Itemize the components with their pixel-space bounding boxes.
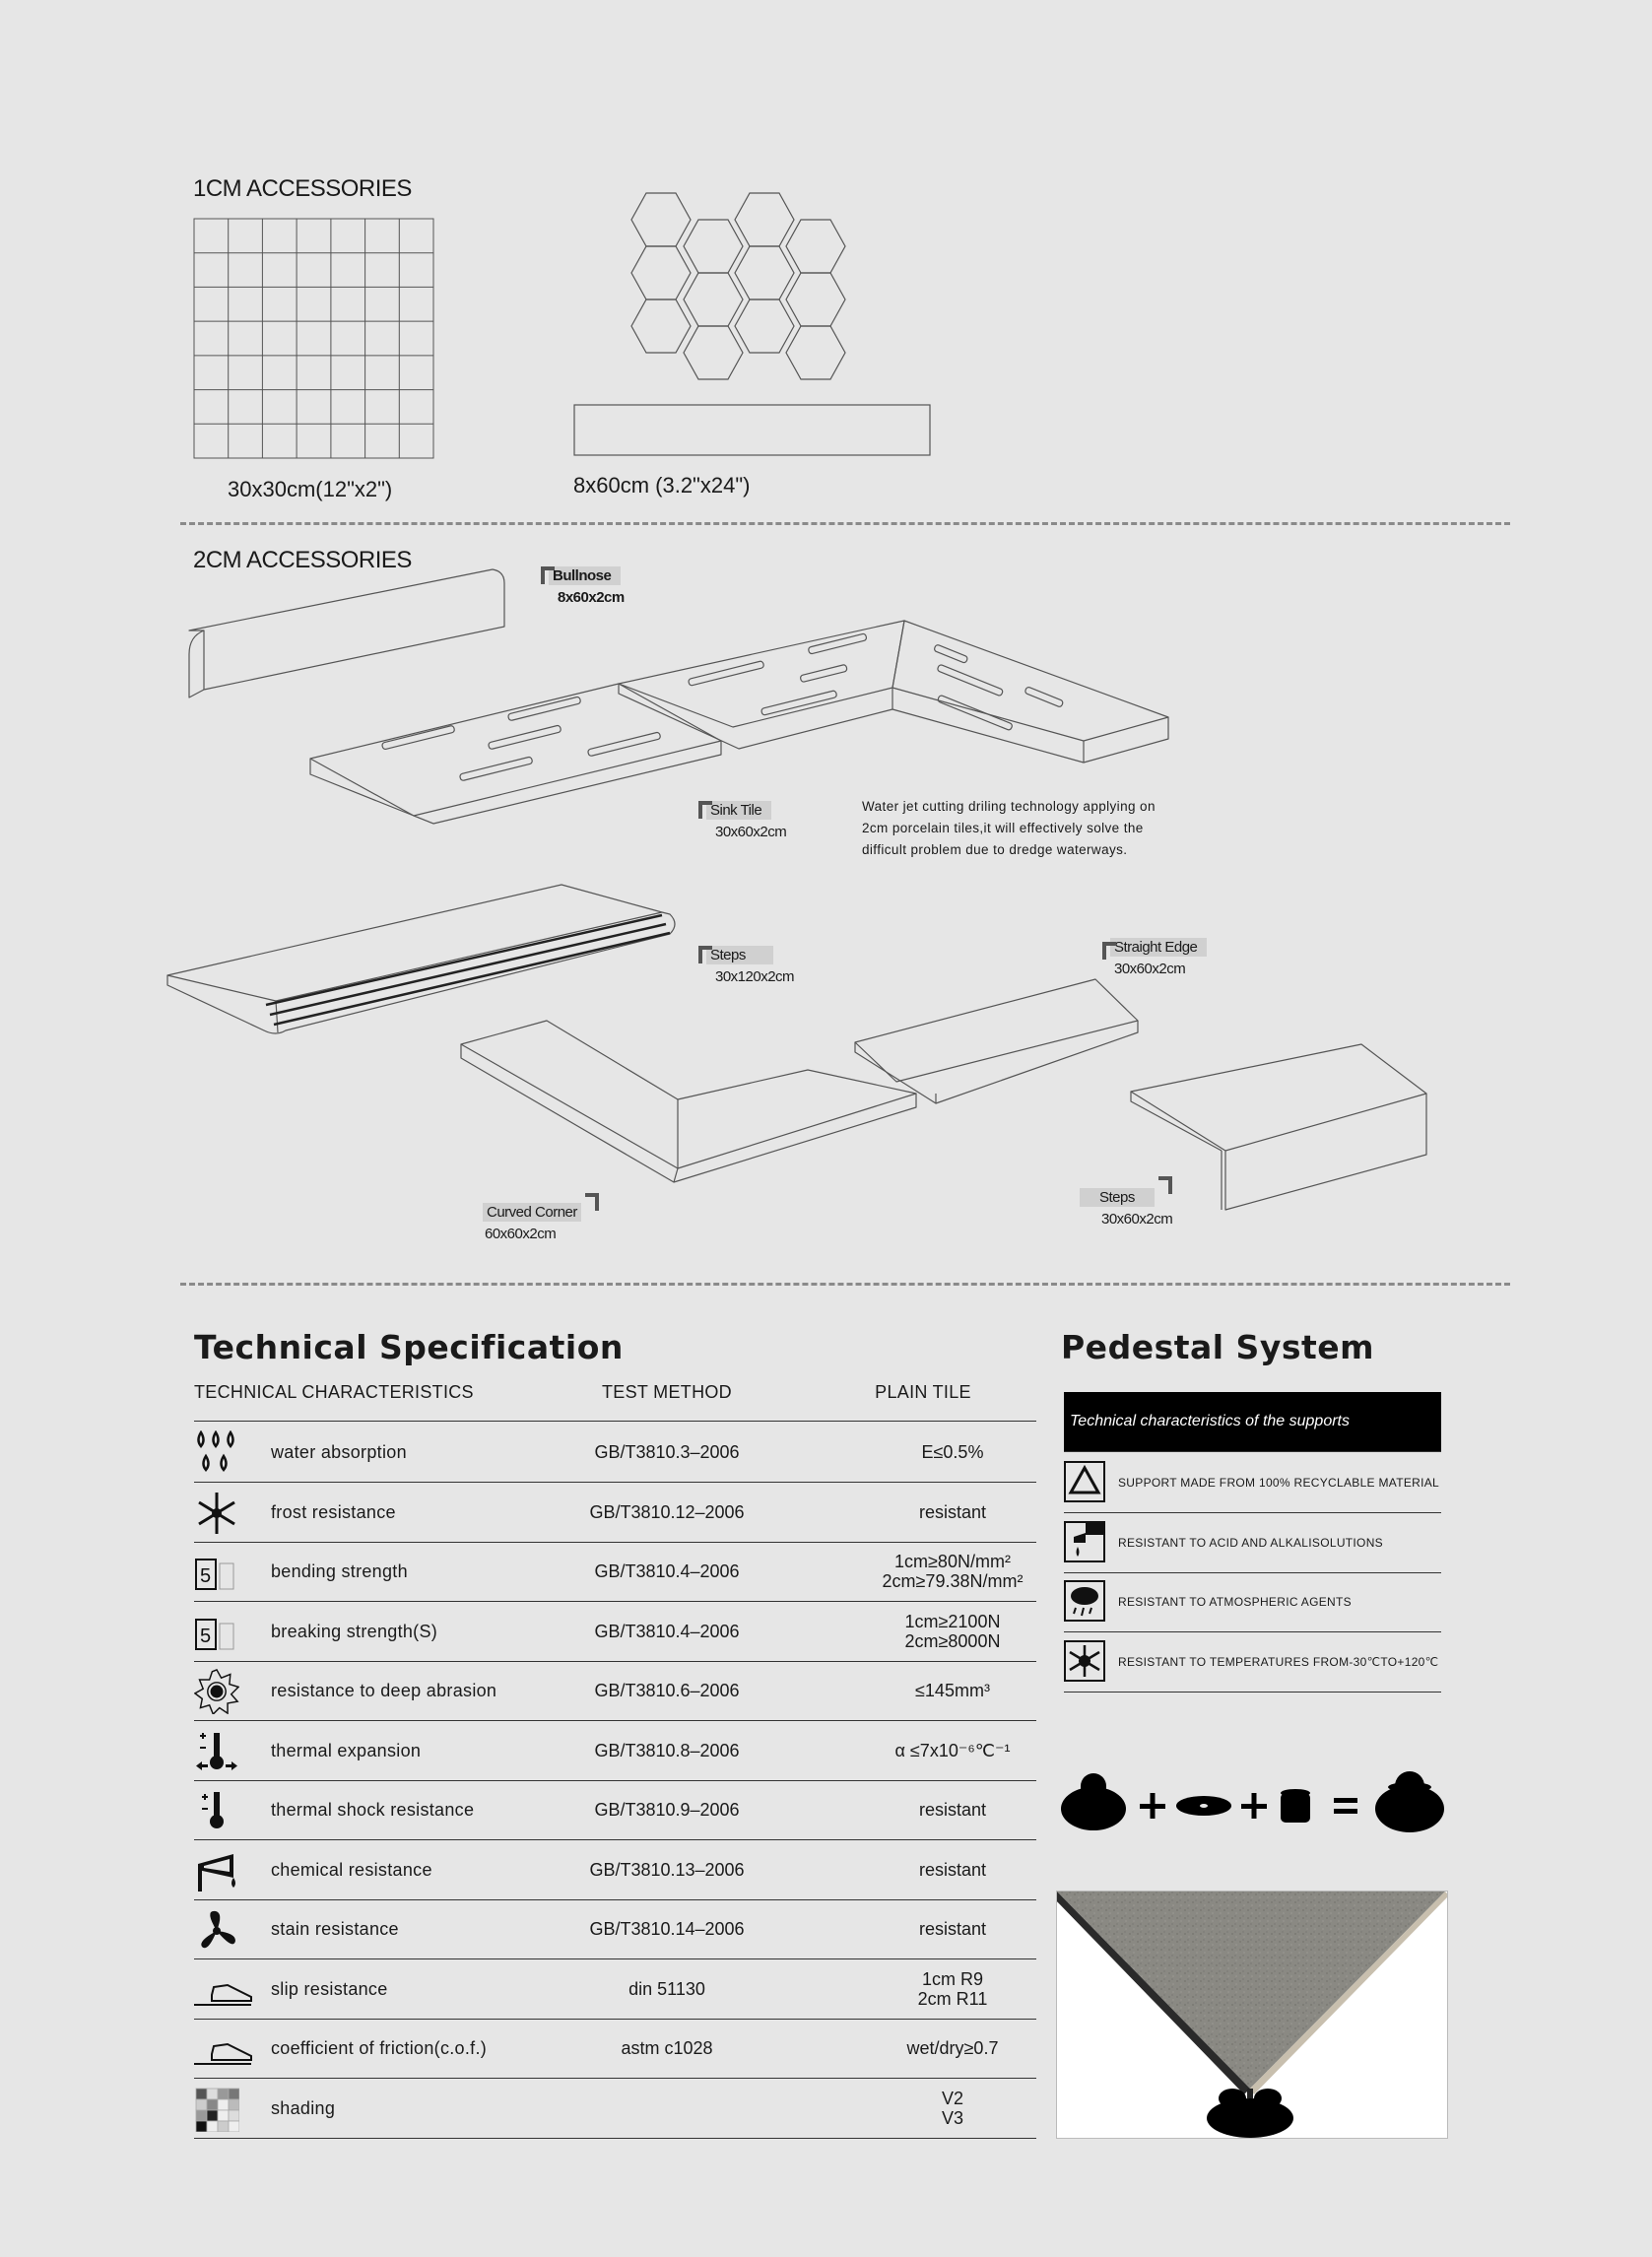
steps-long-label xyxy=(698,946,794,985)
svg-text:5: 5 xyxy=(200,1565,212,1587)
spec-plain-tile-value xyxy=(884,1840,1022,1899)
spec-value-line: ≤145mm³ xyxy=(915,1681,990,1700)
spec-test-method: GB/T3810.12–2006 xyxy=(589,1501,745,1522)
spec-plain-tile-value xyxy=(884,1899,1022,1958)
sink-tile-label xyxy=(698,801,786,840)
strip-tile-drawing xyxy=(573,404,932,458)
spec-plain-tile-value xyxy=(884,1661,1022,1720)
spec-value-line: 1cm≥2100N xyxy=(904,1611,1001,1631)
spec-row xyxy=(194,2079,1036,2139)
spec-value-line: 2cm≥79.38N/mm² xyxy=(882,1571,1024,1591)
spec-row xyxy=(194,1661,1036,1721)
spec-value-line: resistant xyxy=(918,1800,987,1820)
acid-icon xyxy=(1064,1521,1105,1567)
spec-value-line: V3 xyxy=(941,2107,964,2128)
steps-long-name: Steps xyxy=(706,946,773,964)
spec-value-line: 1cm R9 xyxy=(921,1968,983,1989)
spec-row xyxy=(194,1721,1036,1781)
curved-corner-name: Curved Corner xyxy=(483,1203,581,1222)
section-title-1cm: 1CM ACCESSORIES xyxy=(193,175,412,202)
pedestal-photo xyxy=(1056,1891,1448,2139)
header-plain-tile: PLAIN TILE xyxy=(875,1382,971,1402)
equals-icon xyxy=(1334,1798,1357,1814)
pedestal-title: Pedestal System xyxy=(1061,1328,1375,1366)
spec-value-line: V2 xyxy=(941,2088,964,2108)
weather-icon xyxy=(1064,1580,1105,1626)
spec-test-method: GB/T3810.9–2006 xyxy=(594,1800,740,1820)
spec-name: water absorption xyxy=(271,1442,407,1462)
strip-size-label: 8x60cm (3.2"x24") xyxy=(573,473,751,498)
curved-corner-label xyxy=(483,1197,599,1242)
chemical-icon xyxy=(194,1848,239,1893)
svg-text:5: 5 xyxy=(200,1625,212,1647)
tech-spec-title: Technical Specification xyxy=(194,1328,624,1366)
spec-row xyxy=(194,1780,1036,1840)
pedestal-feature-text: RESISTANT TO ACID AND ALKALISOLUTIONS xyxy=(1118,1535,1383,1550)
sink-tile-name: Sink Tile xyxy=(706,801,771,820)
spec-row xyxy=(194,1542,1036,1602)
spec-row xyxy=(194,2019,1036,2079)
spec-test-method: GB/T3810.8–2006 xyxy=(594,1740,740,1760)
steps-short-label xyxy=(1080,1182,1172,1228)
spec-name: bending strength xyxy=(271,1561,408,1581)
bullnose-size: 8x60x2cm xyxy=(558,589,625,606)
sink-note-line-3: difficult problem due to dredge waterways. xyxy=(862,842,1128,857)
spec-row xyxy=(194,1423,1036,1483)
spec-name: resistance to deep abrasion xyxy=(271,1681,497,1700)
header-characteristics: TECHNICAL CHARACTERISTICS xyxy=(194,1382,474,1402)
spec-row xyxy=(194,1899,1036,1959)
spec-value-line: 2cm≥8000N xyxy=(904,1630,1001,1651)
accessories-2cm-drawing xyxy=(158,562,1438,1251)
spec-row xyxy=(194,1840,1036,1900)
straight-edge-label xyxy=(1102,938,1207,977)
spec-value-line: resistant xyxy=(918,1501,987,1522)
header-test-method: TEST METHOD xyxy=(602,1382,732,1402)
steps-short-name: Steps xyxy=(1080,1188,1155,1207)
spec-value-line: 2cm R11 xyxy=(917,1988,988,2009)
pedestal-base-icon xyxy=(1061,1773,1126,1830)
spec-name: shading xyxy=(271,2097,336,2118)
spec-plain-tile-value xyxy=(884,2079,1022,2138)
sink-note-line-2: 2cm porcelain tiles,it will effectively solve the xyxy=(862,821,1144,835)
corner-bracket-icon xyxy=(585,1193,599,1213)
spec-name: coefficient of friction(c.o.f.) xyxy=(271,2038,488,2058)
bullnose-label xyxy=(541,566,625,606)
spec-name: breaking strength(S) xyxy=(271,1621,438,1641)
shading-grid-icon xyxy=(194,2087,239,2132)
sink-tile-size: 30x60x2cm xyxy=(715,824,787,840)
spec-test-method: GB/T3810.6–2006 xyxy=(594,1681,740,1700)
shoe-friction-icon xyxy=(194,2026,239,2072)
spec-name: stain resistance xyxy=(271,1919,399,1939)
spec-plain-tile-value xyxy=(884,1542,1022,1601)
section-title-2cm: 2CM ACCESSORIES xyxy=(193,547,412,573)
temperature-icon xyxy=(1064,1640,1105,1687)
spec-value-line: E≤0.5% xyxy=(921,1442,984,1462)
corner-bracket-icon xyxy=(698,801,712,821)
spec-test-method: GB/T3810.4–2006 xyxy=(594,1621,740,1641)
disc-icon xyxy=(1176,1796,1231,1816)
spec-test-method: GB/T3810.14–2006 xyxy=(589,1919,745,1939)
pedestal-feature-text: RESISTANT TO ATMOSPHERIC AGENTS xyxy=(1118,1595,1352,1609)
spec-name: frost resistance xyxy=(271,1501,396,1522)
pedestal-feature-text: RESISTANT TO TEMPERATURES FROM-30℃TO+120℃ xyxy=(1118,1654,1439,1669)
table-top-rule xyxy=(194,1421,1036,1422)
spec-plain-tile-value xyxy=(884,1483,1022,1542)
pedestal-photo-drawing xyxy=(1057,1892,1448,2139)
bullnose-name: Bullnose xyxy=(549,566,621,585)
straight-edge-size: 30x60x2cm xyxy=(1114,961,1186,977)
spec-name: chemical resistance xyxy=(271,1859,432,1880)
spec-test-method: astm c1028 xyxy=(621,2038,713,2058)
section-divider-2 xyxy=(180,1283,1510,1286)
cylinder-icon xyxy=(1281,1789,1310,1823)
pedestal-feature-row xyxy=(1064,1572,1441,1632)
spec-value-line: wet/dry≥0.7 xyxy=(906,2038,999,2058)
mosaic-size-label: 30x30cm(12"x2") xyxy=(228,477,393,501)
corner-bracket-icon xyxy=(541,566,555,586)
sink-note-line-1: Water jet cutting driling technology applying on xyxy=(862,799,1156,814)
spec-value-line: resistant xyxy=(918,1859,987,1880)
pedestal-feature-row xyxy=(1064,1453,1441,1513)
spec-value-line: 1cm≥80N/mm² xyxy=(894,1552,1011,1571)
pedestal-feature-row xyxy=(1064,1632,1441,1693)
spec-value-line: resistant xyxy=(918,1919,987,1939)
shoe-slip-icon xyxy=(194,1967,239,2013)
spec-test-method: din 51130 xyxy=(628,1978,705,1999)
breaking-weight-icon xyxy=(194,1610,239,1655)
pedestal-banner xyxy=(1064,1392,1441,1451)
pedestal-banner-text: Technical characteristics of the supports xyxy=(1070,1413,1350,1429)
spec-test-method: GB/T3810.3–2006 xyxy=(594,1442,740,1462)
spec-plain-tile-value xyxy=(884,1721,1022,1780)
recycle-icon xyxy=(1064,1461,1105,1507)
plus-icon-1 xyxy=(1140,1793,1165,1819)
plus-icon-2 xyxy=(1241,1793,1267,1819)
spec-plain-tile-value xyxy=(884,1780,1022,1839)
spec-test-method: GB/T3810.13–2006 xyxy=(589,1859,745,1880)
section-divider-1 xyxy=(180,522,1510,525)
spec-row xyxy=(194,1483,1036,1543)
curved-corner-size: 60x60x2cm xyxy=(485,1226,557,1242)
corner-bracket-icon xyxy=(1158,1176,1172,1196)
spec-test-method xyxy=(568,2079,765,2138)
spec-plain-tile-value xyxy=(884,2019,1022,2078)
bending-weight-icon xyxy=(194,1550,239,1595)
pedestal-banner-rule xyxy=(1064,1451,1441,1452)
spec-test-method: GB/T3810.4–2006 xyxy=(594,1561,740,1581)
spec-row xyxy=(194,1602,1036,1662)
sink-tile-note xyxy=(862,796,1156,861)
mosaic-grid-drawing xyxy=(193,218,435,460)
pedestal-feature-row xyxy=(1064,1513,1441,1573)
thermal-expansion-icon xyxy=(194,1729,239,1774)
abrasion-gear-icon xyxy=(194,1669,239,1714)
hexagon-mosaic-drawing xyxy=(621,182,857,409)
assembled-pedestal-icon xyxy=(1375,1771,1444,1832)
water-drops-icon xyxy=(194,1430,239,1476)
steps-long-size: 30x120x2cm xyxy=(715,968,795,985)
corner-bracket-icon xyxy=(1102,942,1116,962)
thermometer-icon xyxy=(194,1788,239,1833)
straight-edge-name: Straight Edge xyxy=(1110,938,1207,957)
snowflake-icon xyxy=(194,1491,239,1536)
spec-plain-tile-value xyxy=(884,1602,1022,1661)
corner-bracket-icon xyxy=(698,946,712,965)
spec-name: thermal expansion xyxy=(271,1740,422,1760)
spec-name: thermal shock resistance xyxy=(271,1800,475,1820)
steps-short-size: 30x60x2cm xyxy=(1101,1211,1173,1228)
stain-icon xyxy=(194,1907,239,1953)
pedestal-feature-text: SUPPORT MADE FROM 100% RECYCLABLE MATERIAL xyxy=(1118,1476,1440,1490)
spec-value-line: α ≤7x10⁻⁶℃⁻¹ xyxy=(894,1740,1011,1760)
spec-plain-tile-value xyxy=(884,1959,1022,2019)
spec-name: slip resistance xyxy=(271,1978,388,1999)
pedestal-assembly-equation xyxy=(1059,1763,1448,1837)
spec-plain-tile-value xyxy=(884,1423,1022,1482)
spec-row xyxy=(194,1959,1036,2020)
